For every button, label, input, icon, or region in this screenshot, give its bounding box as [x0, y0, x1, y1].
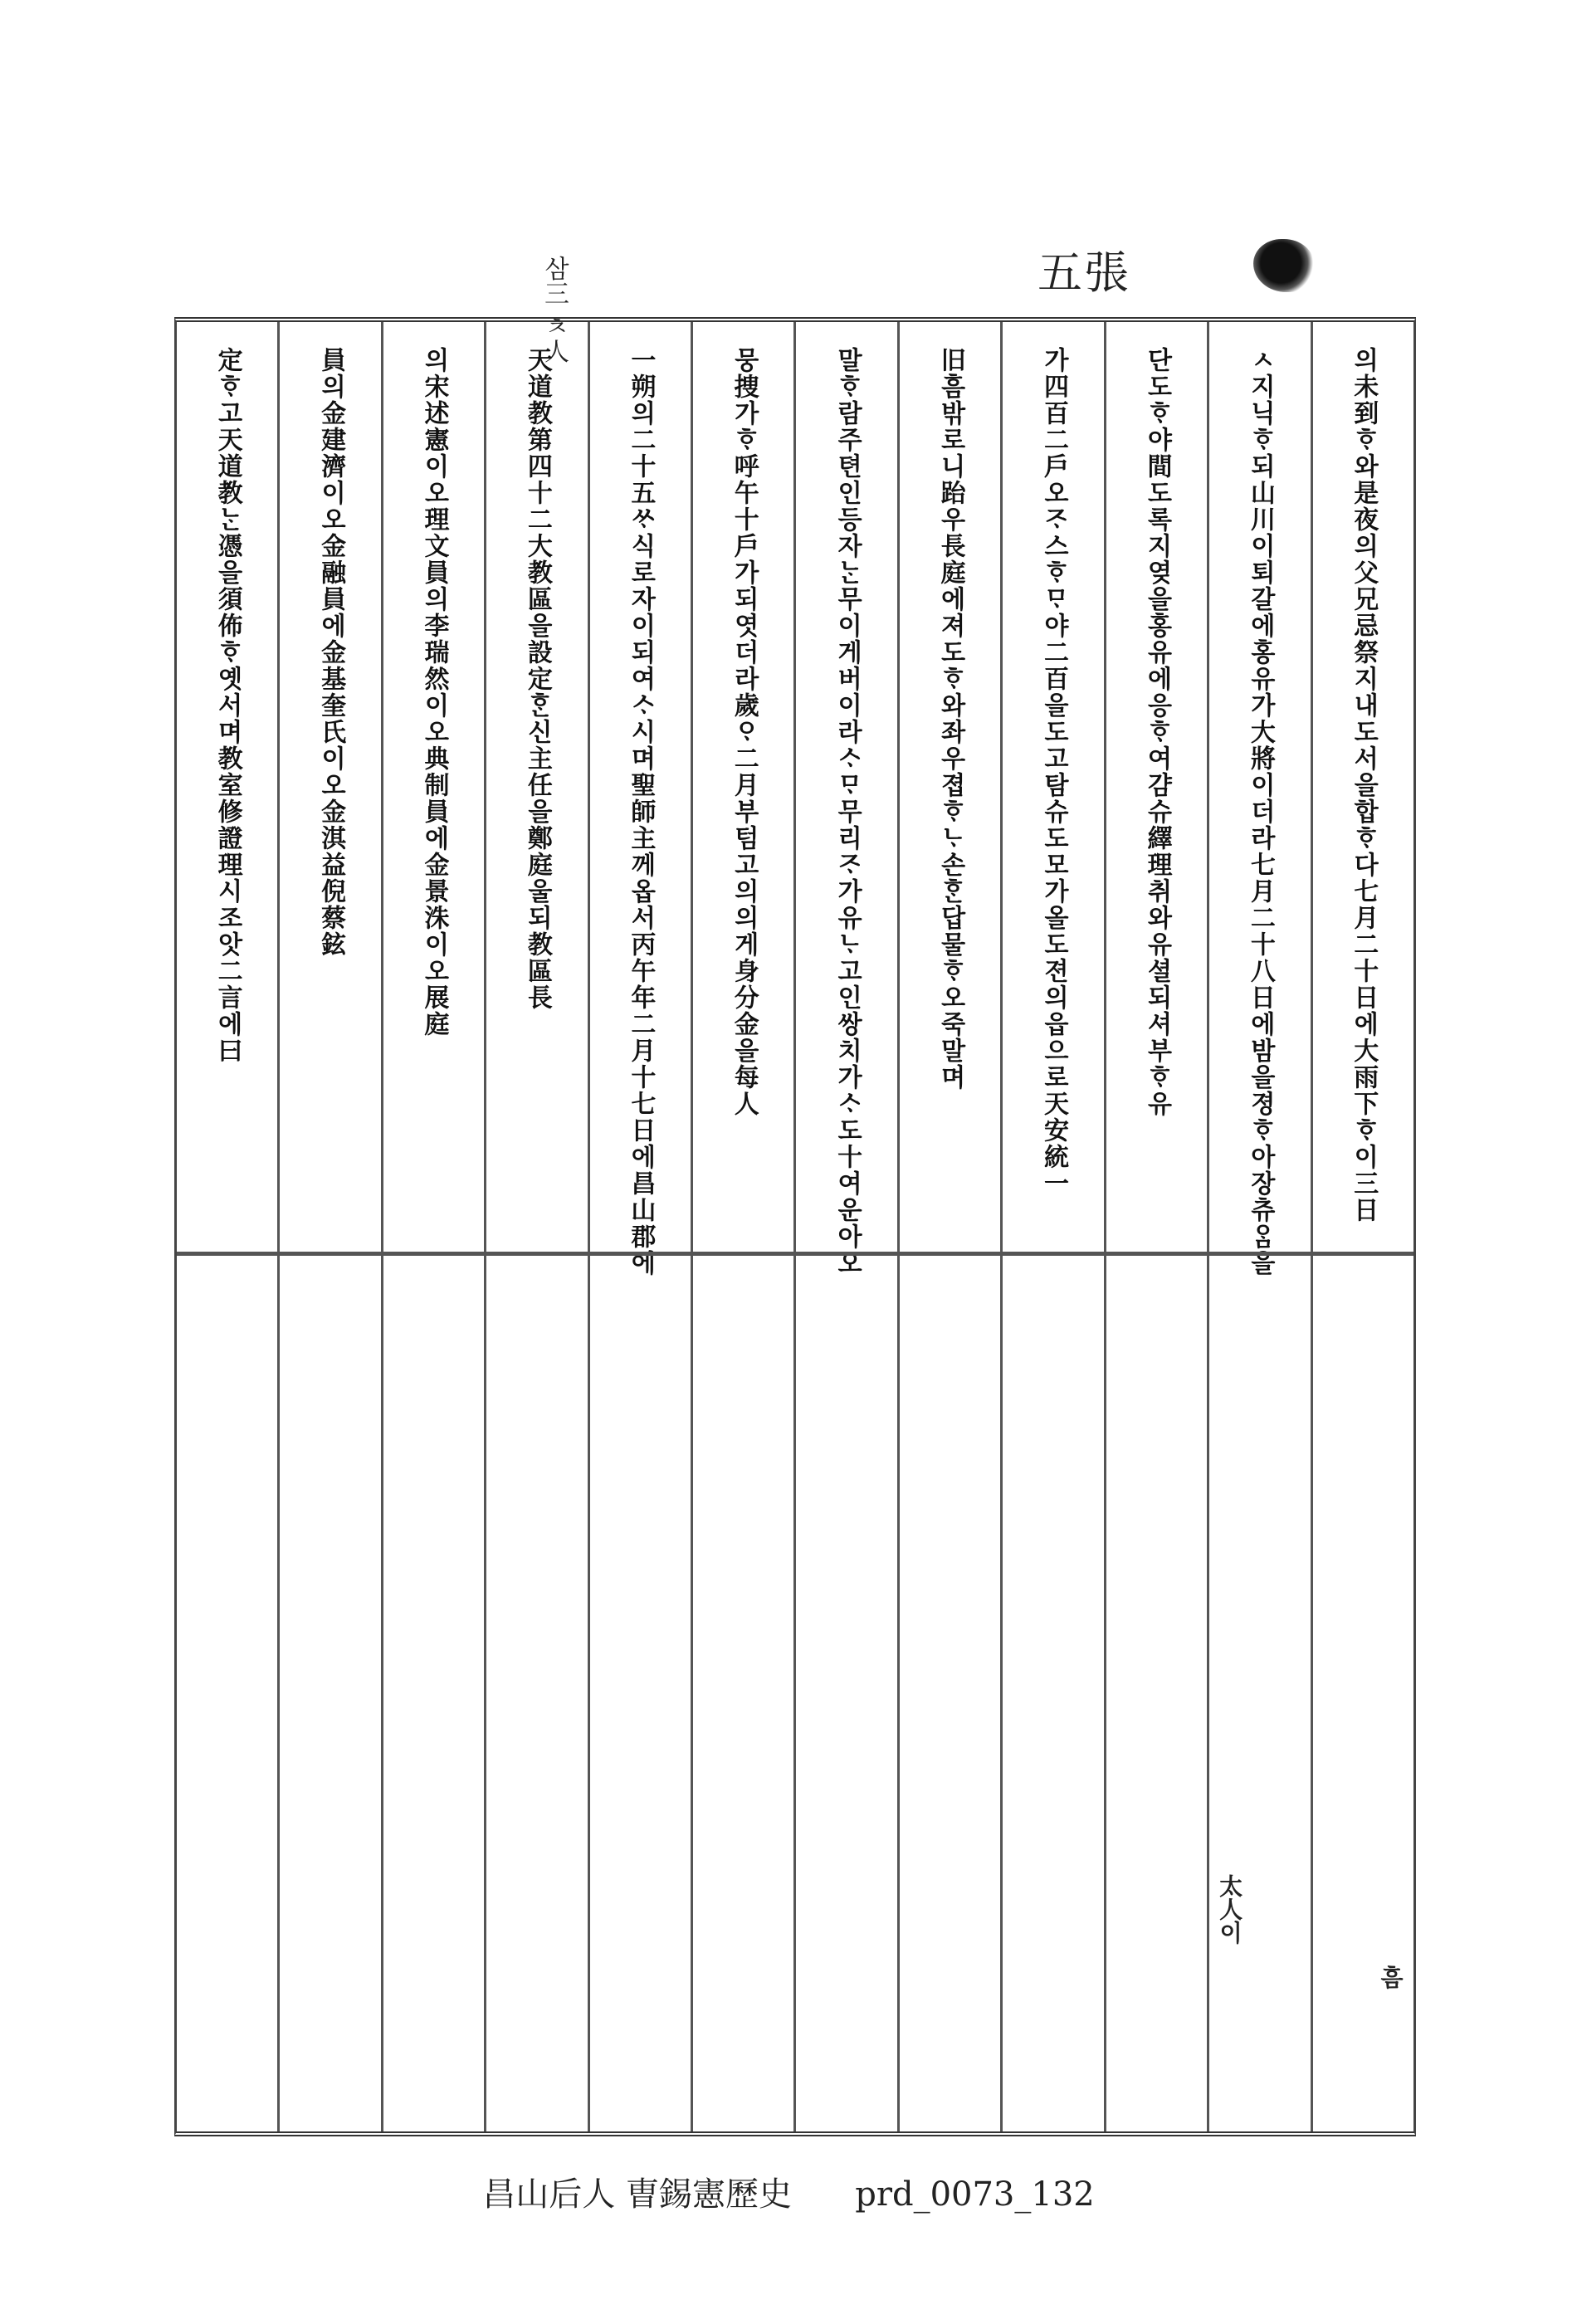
text-column-2 [1207, 322, 1310, 2131]
text-column-1 [1311, 322, 1413, 2131]
text-column-12 [177, 322, 277, 2131]
fold-line [177, 1252, 1413, 1256]
column-frame [174, 317, 1416, 2136]
text-column-3 [1104, 322, 1207, 2131]
text-column-5 [897, 322, 1000, 2131]
marginal-note: 太人이 [1216, 1874, 1244, 1944]
column-text: 뭉捜가ᄒᆞ呼午十戶가되엿더라歲ᄋᆞ二月부텀고의의게身分金을每人 [729, 347, 759, 1117]
text-column-9 [484, 322, 587, 2131]
column-text: 一朔의二十五ᄊᆞ식로자이되여ᄉᆞ시며聖師主께옵서丙午年二月十七日에昌山郡에 [626, 347, 656, 1277]
text-column-6 [793, 322, 896, 2131]
page-marker: 五張 [1038, 247, 1130, 299]
text-column-8 [588, 322, 691, 2131]
text-column-11 [277, 322, 380, 2131]
column-text: 말ᄒᆞ람주텬인등자ᄂᆞᆫ무이게버이라ᄉᆞᄆᆞ무리ᄌᆞ가유ᄂᆞ고인쌍치가ᄉᆞ도十여운아오 [832, 347, 862, 1277]
column-text: 가四百二戶오ᄌᆞ스ᄒᆞᄆᆞ야二百을도고탐슈도모가올도젼의읍으로天安統一 [1039, 347, 1069, 1197]
column-text: 의宋述憲이오理文員의李瑞然이오典制員에金景洙이오展庭 [419, 347, 449, 1038]
manuscript-sheet [166, 249, 1419, 2158]
column-text: 의未到ᄒᆞ와是夜의父兄忌祭지내도서을합ᄒᆞ다七月二十日에大雨下ᄒᆞ이三日 [1349, 347, 1379, 1223]
page-caption: 昌山后人 曺錫憲歷史 prd_0073_132 [482, 2175, 1095, 2214]
folio-note: 삼三 ㅊ人 [540, 256, 569, 364]
column-text: 旧흠밖로니跆우長庭에져도ᄒᆞ와좌우졉ᄒᆞᄂᆞ손ᄒᆞᆫ답물ᄒᆞ오죽말며 [935, 347, 965, 1091]
column-text: 定ᄒᆞ고天道教ᄂᆞᆫ憑을須佈ᄒᆞ옛서며教室修證理시조앗二言에曰 [212, 347, 242, 1064]
text-columns [177, 322, 1413, 2131]
column-text: ㅅ지닉ᄒᆞ되山川이퇴갈에홍유가大將이더라七月二十八日에밤을졍ᄒᆞ아장츄ᄋᆞᆷ을 [1245, 347, 1275, 1277]
column-text: 단도ᄒᆞ야間도록지옂을홍유에응ᄒᆞ여걈슈繹理취와유셜되셔부ᄒᆞ유 [1142, 347, 1172, 1117]
column-text: 天道教第四十二大教區을設定ᄒᆞᆫ신主任을鄭庭울되教區長 [522, 347, 552, 1011]
text-column-7 [691, 322, 793, 2131]
ink-blot [1253, 239, 1315, 292]
marginal-note: 흠 [1377, 1965, 1404, 1989]
text-column-4 [1000, 322, 1103, 2131]
text-column-10 [381, 322, 484, 2131]
column-text: 員의金建濟이오金融員에金基奎氏이오金淇益倪蔡鉉 [316, 347, 346, 958]
